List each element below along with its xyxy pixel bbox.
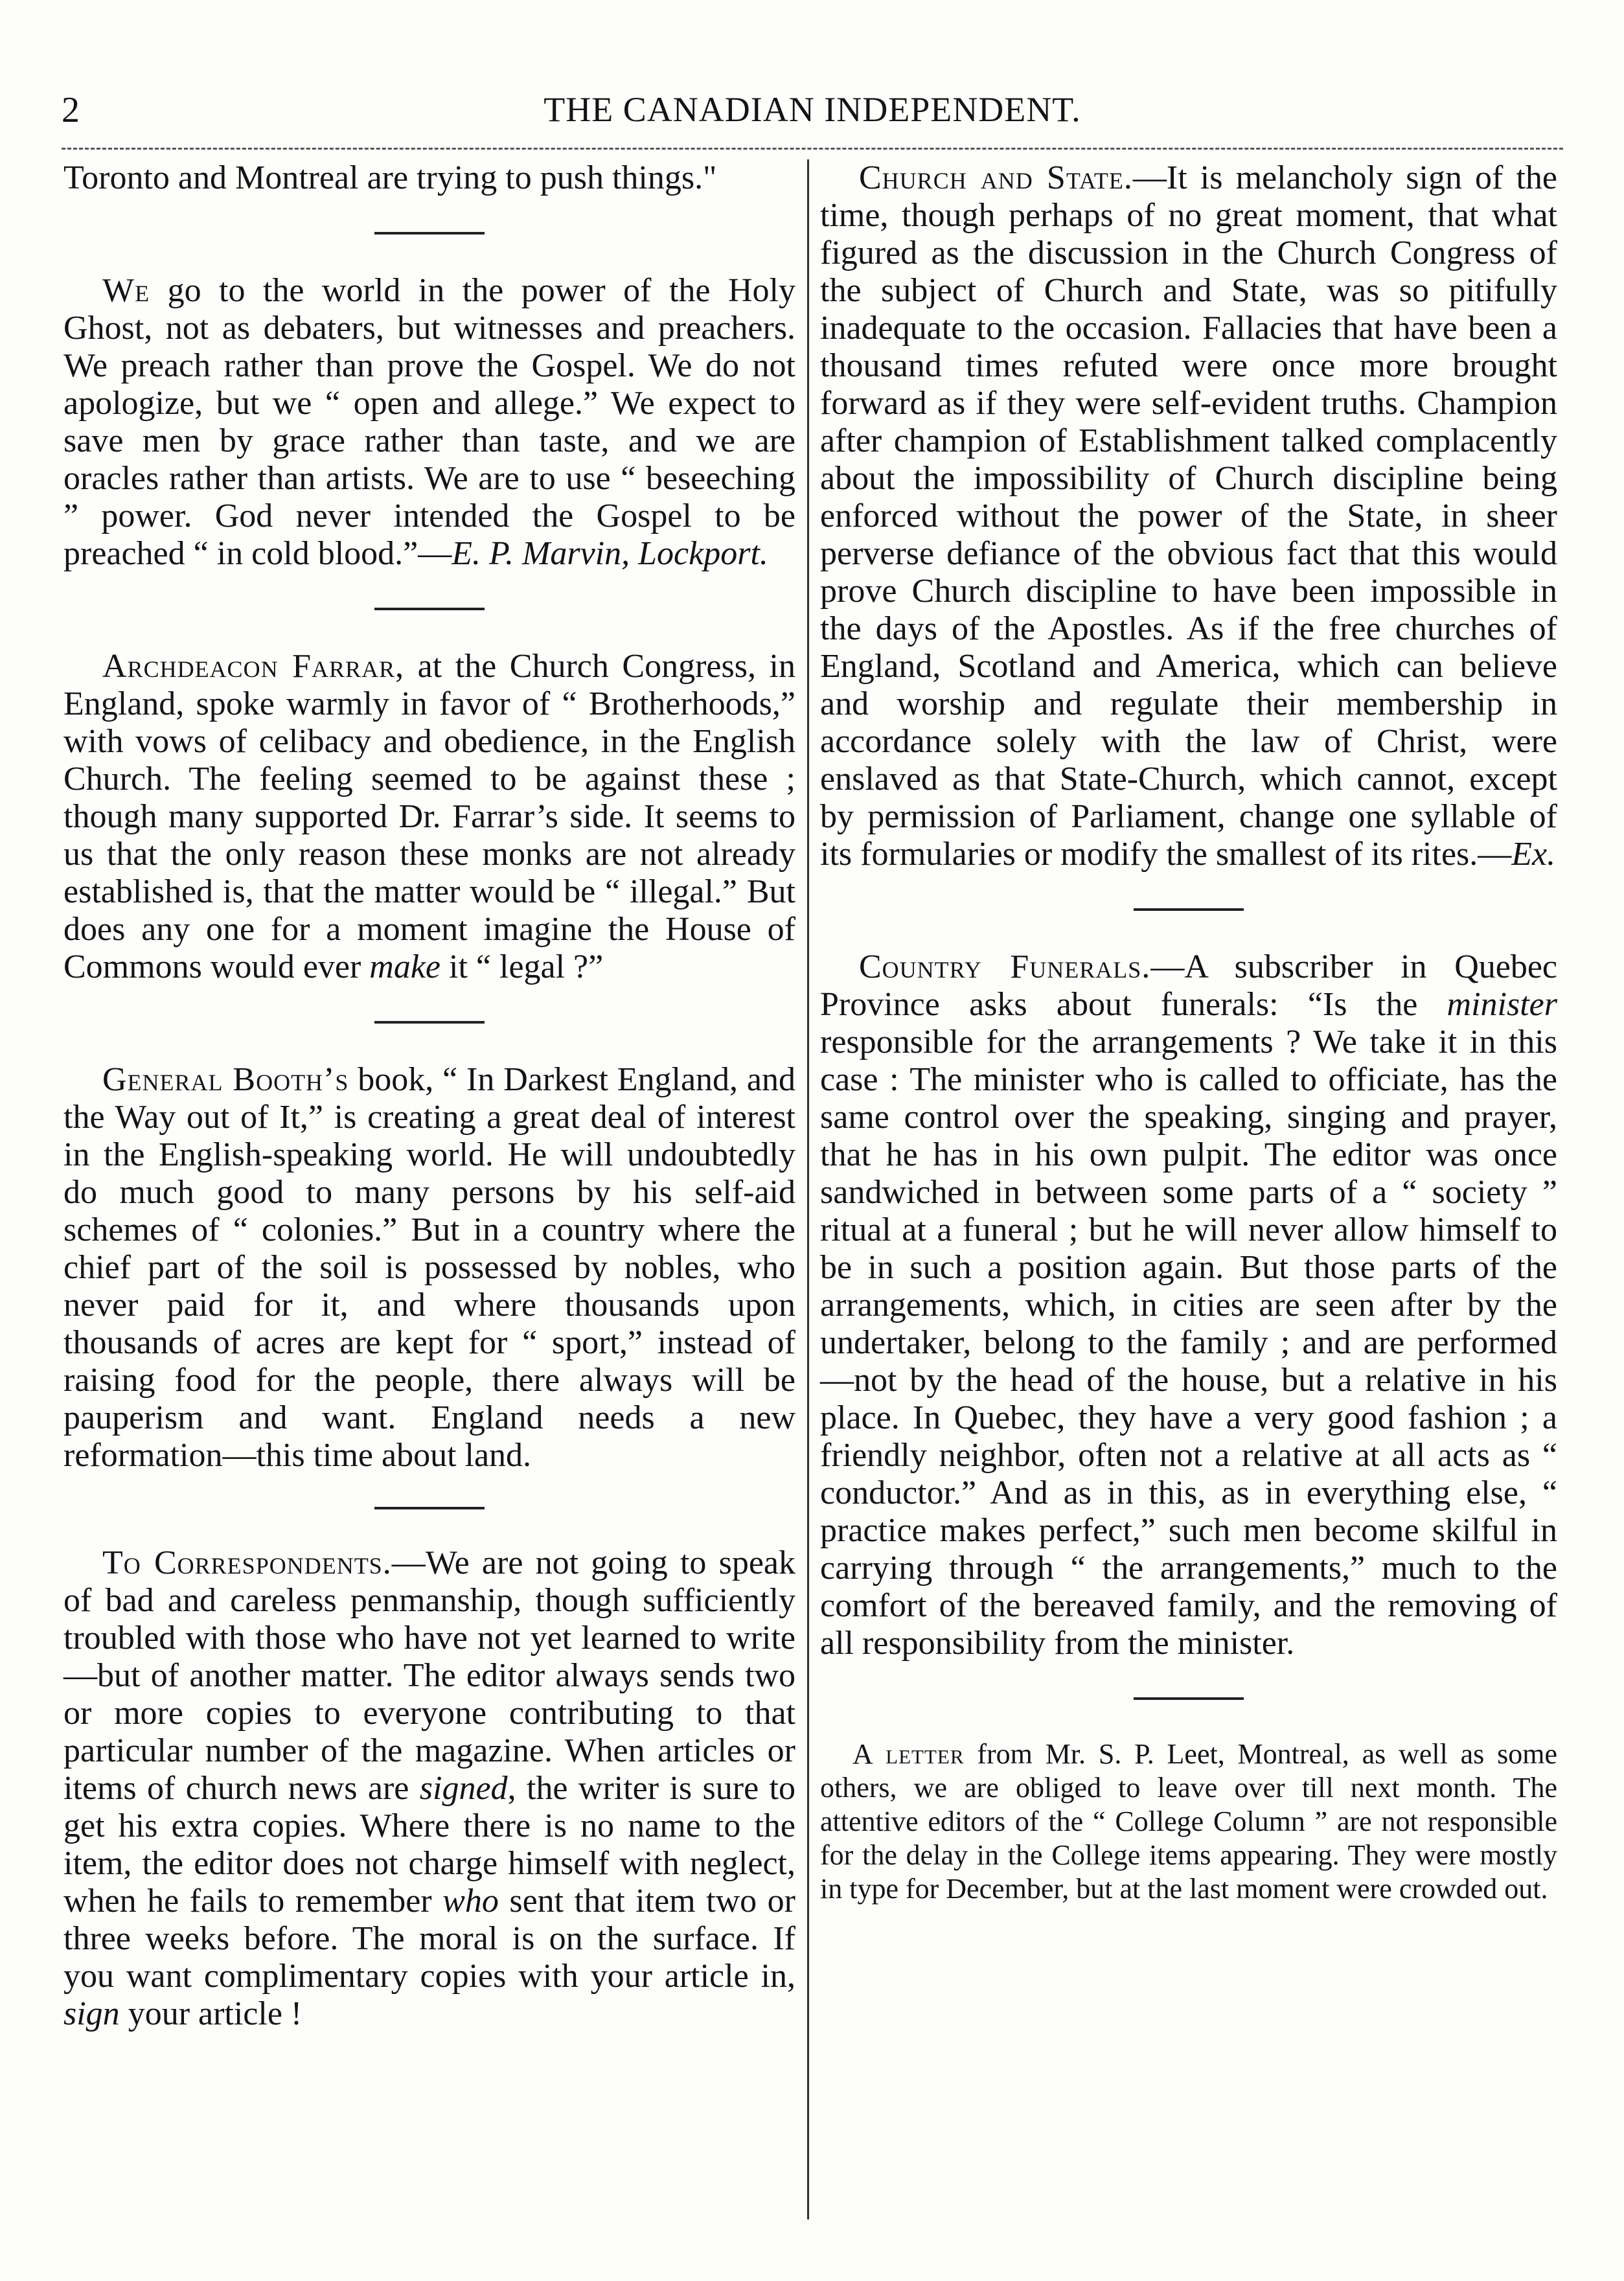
section-separator xyxy=(374,232,485,235)
section-separator xyxy=(374,1507,485,1509)
page-number: 2 xyxy=(62,90,80,130)
section-separator xyxy=(374,1021,485,1024)
paragraph-letter-note: A letter from Mr. S. P. Leet, Montreal, as well as some others, we are obliged to leave over till next month. The attentive editors of the “ College Column ” are not responsible for the delay in the College items appearing. They were mostly in type for December, but at the last moment were crowded out. xyxy=(820,1738,1557,1905)
signature: Ex. xyxy=(1511,836,1556,873)
page-header xyxy=(62,89,1563,141)
section-separator xyxy=(1134,1697,1244,1700)
column-rule xyxy=(807,159,809,2219)
paragraph-country-funerals: Country Funerals.—A subscriber in Quebec Province asks about funerals: “Is the minister responsible for the arrangements ? We take it in this case : The minister who is called to officiate, has the same control over the speaking, singing and prayer, that he has in his own pulpit. The editor was once sandwiched in between some parts of a “ society ” ritual at a funeral ; but he will never allow himself to be in such a position again. But those parts of the arrangements, which, in cities are seen after by the undertaker, belong to the family ; and are performed—not by the head of the house, but a relative in his place. In Quebec, they have a very good fashion ; a friendly neighbor, often not a relative at all acts as “ conductor.” And as in this, as in everything else, “ practice makes perfect,” such men become skilful in carrying through “ the arrangements,” much to the comfort of the bereaved family, and the removing of all responsibility from the minister. xyxy=(820,948,1557,1662)
lead-words: General Booth’s xyxy=(102,1061,349,1098)
right-column xyxy=(820,159,1557,2232)
paragraph-archdeacon-farrar: Archdeacon Farrar, at the Church Congress, in England, spoke warmly in favor of “ Brotherhoods,” with vows of celibacy and obedience, in the English Church. The feeling seemed to be against these ; though many supported Dr. Farrar’s side. It seems to us that the only reason these monks are not already established is, that the matter would be “ illegal.” But does any one for a moment imagine the House of Commons would ever make it “ legal ?” xyxy=(63,648,795,985)
lead-words: To Correspondents. xyxy=(102,1544,392,1581)
lead-words: A letter xyxy=(852,1738,965,1770)
header-rule xyxy=(62,148,1563,150)
lead-words: We xyxy=(102,272,150,309)
section-separator xyxy=(1134,908,1244,911)
paragraph-gospel-power: We go to the world in the power of the Holy Ghost, not as debaters, but witnesses and preachers. We preach rather than prove the Gospel. We do not apologize, but we “ open and allege.” We expect to save men by grace rather than taste, and we are oracles rather than artists. We are to use “ beseeching ” power. God never intended the Gospel to be preached “ in cold blood.”—E. P. Marvin, Lockport. xyxy=(63,272,795,572)
lead-words: Country Funerals. xyxy=(859,948,1151,985)
editorial-note xyxy=(820,1737,1557,1906)
paragraph-to-correspondents: To Correspondents.—We are not going to speak of bad and careless penmanship, though sufficiently troubled with those who have not yet learned to write—but of another matter. The editor always sends two or more copies to everyone contributing to that particular number of the magazine. When articles or items of church news are signed, the writer is sure to get his extra copies. Where there is no name to the item, the editor does not charge himself with neglect, when he fails to remember who sent that item two or three weeks before. The moral is on the surface. If you want complimentary copies with your article in, sign your article ! xyxy=(63,1544,796,2032)
paragraph-general-booth: General Booth’s book, “ In Darkest England, and the Way out of It,” is creating a great deal of interest in the English-speaking world. He will undoubtedly do much good to many persons by his self-aid schemes of “ colonies.” But in a country where the chief part of the soil is possessed by nobles, who never paid for it, and where thousands upon thousands of acres are kept for “ sport,” instead of raising food for the people, there always will be pauperism and want. England needs a new reformation—this time about land. xyxy=(63,1061,795,1474)
lead-words: Church and State. xyxy=(859,159,1133,196)
masthead-title: THE CANADIAN INDEPENDENT. xyxy=(543,90,1081,129)
signature: E. P. Marvin, Lockport. xyxy=(452,535,768,572)
paragraph-continuation: Toronto and Montreal are trying to push things." xyxy=(63,159,717,196)
paragraph-church-and-state: Church and State.—It is melancholy sign of the time, though perhaps of no great moment, that what figured as the discussion in the Church Congress of the subject of Church and State, was so pitifully inadequate to the occasion. Fallacies that have been a thousand times refuted were once more brought forward as if they were self-evident truths. Champion after champion of Establishment talked complacently about the impossibility of Church discipline being enforced without the power of the State, in sheer perverse defiance of the obvious fact that this would prove Church discipline to have been impossible in the days of the Apostles. As if the free churches of England, Scotland and America, which can believe and worship and regulate their membership in accordance solely with the law of Christ, were enslaved as that State-Church, which cannot, except by permission of Parliament, change one syllable of its formularies or modify the smallest of its rites.—Ex. xyxy=(820,159,1557,873)
left-column xyxy=(63,159,795,2232)
lead-words: Archdeacon Farrar, xyxy=(102,648,405,685)
section-separator xyxy=(374,608,485,610)
